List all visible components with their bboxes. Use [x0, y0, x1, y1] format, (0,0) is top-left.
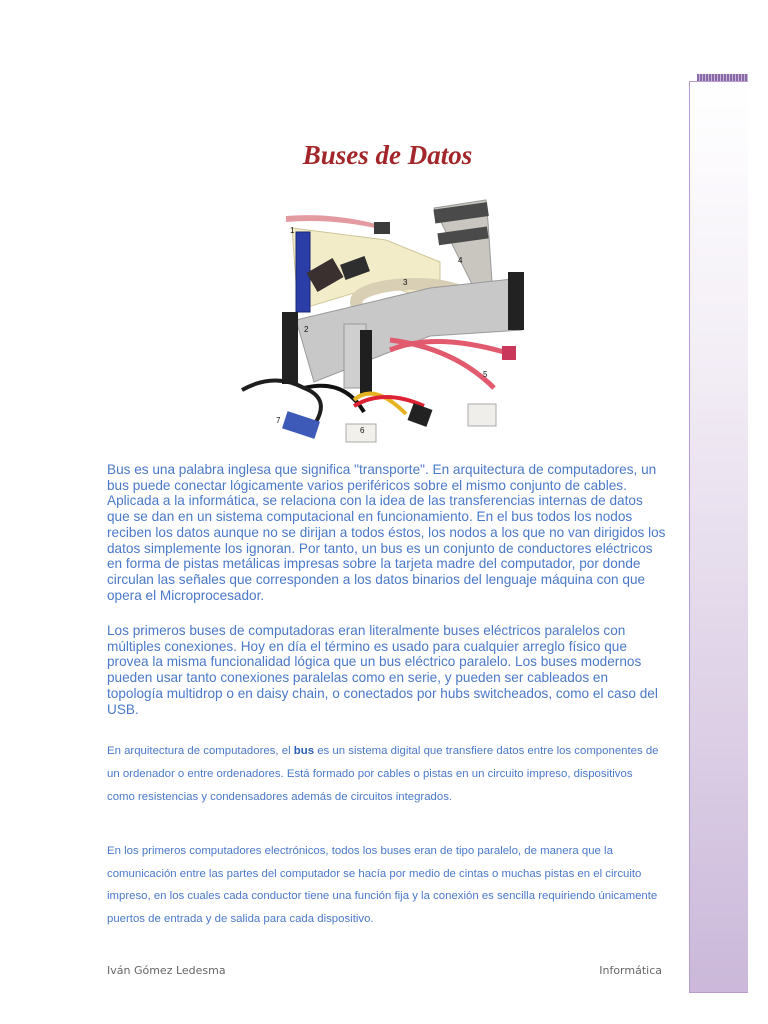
page-title: Buses de Datos: [302, 140, 473, 170]
paragraph-1: Bus es una palabra inglesa que significa "transporte". En arquitectura de computadores, un bus puede conectar lógicamente varios periféricos sobre el mismo conjunto de cables. Aplicada a la informática, se relaciona con la idea de las transferencias internas de datos que se dan en un sistema computacional en funcionamiento. En el bus todos los nodos reciben los datos aunque no se dirijan a todos éstos, los nodos a los que no van dirigidos los datos simplemente los ignoran. Por tanto, un bus es un conjunto de conductores eléctricos en forma de pistas metálicas impresas sobre la tarjeta madre del computador, por donde circulan las señales que corresponden a los datos binarios del lenguaje máquina con que opera el Microprocesador.: [107, 462, 666, 603]
bus-term: bus: [293, 745, 315, 757]
figure-label-1: 1: [290, 226, 295, 235]
paragraph-4: En los primeros computadores electrónicos, todos los buses eran de tipo paralelo, de manera que la comunicación entre las partes del computador se hacía por medio de cintas o muchas pistas en el circuito impreso, en los cuales cada conductor tiene una función fija y la conexión es sencilla requiriendo únicamente puertos de entrada y de salida para cada dispositivo.: [107, 845, 658, 925]
footer-author: Iván Gómez Ledesma: [107, 964, 226, 977]
figure-label-2: 2: [304, 325, 309, 334]
power-cable-6: [304, 386, 432, 442]
sata-cable-5: [390, 340, 516, 426]
sidebar-tab: [697, 74, 748, 81]
paragraph-3-end: es un sistema digital que transfiere datos entre los componentes de un ordenador o entre ordenadores. Está formado por cables o pistas en un circuito impreso, dispositivos como resistencias y condensadores además de circuitos integrados.: [107, 745, 659, 803]
footer-subject: Informática: [599, 964, 662, 977]
round-cable-7: [242, 380, 321, 438]
paragraph-3: [107, 740, 659, 809]
figure-label-3: 3: [403, 278, 408, 287]
ribbon-cable-4: [433, 200, 492, 284]
figure-label-4: 4: [458, 256, 463, 265]
decorative-sidebar: [689, 81, 748, 993]
paragraph-2: Los primeros buses de computadoras eran literalmente buses eléctricos paralelos con múltiples conexiones. Hoy en día el término es usado para cualquier arreglo físico que provea la misma funcionalidad lógica que un bus eléctrico paralelo. Los buses modernos pueden usar tanto conexiones paralelas como en serie, y pueden ser cableados en topología multidrop o en daisy chain, o conectados por hubs switcheados, como el caso del USB.: [107, 623, 658, 717]
cables-illustration: [234, 192, 530, 450]
paragraph-3-start: En arquitectura de computadores, el: [107, 745, 294, 757]
figure-label-5: 5: [483, 370, 488, 379]
figure-label-6: 6: [360, 426, 365, 435]
figure-label-7: 7: [276, 416, 281, 425]
